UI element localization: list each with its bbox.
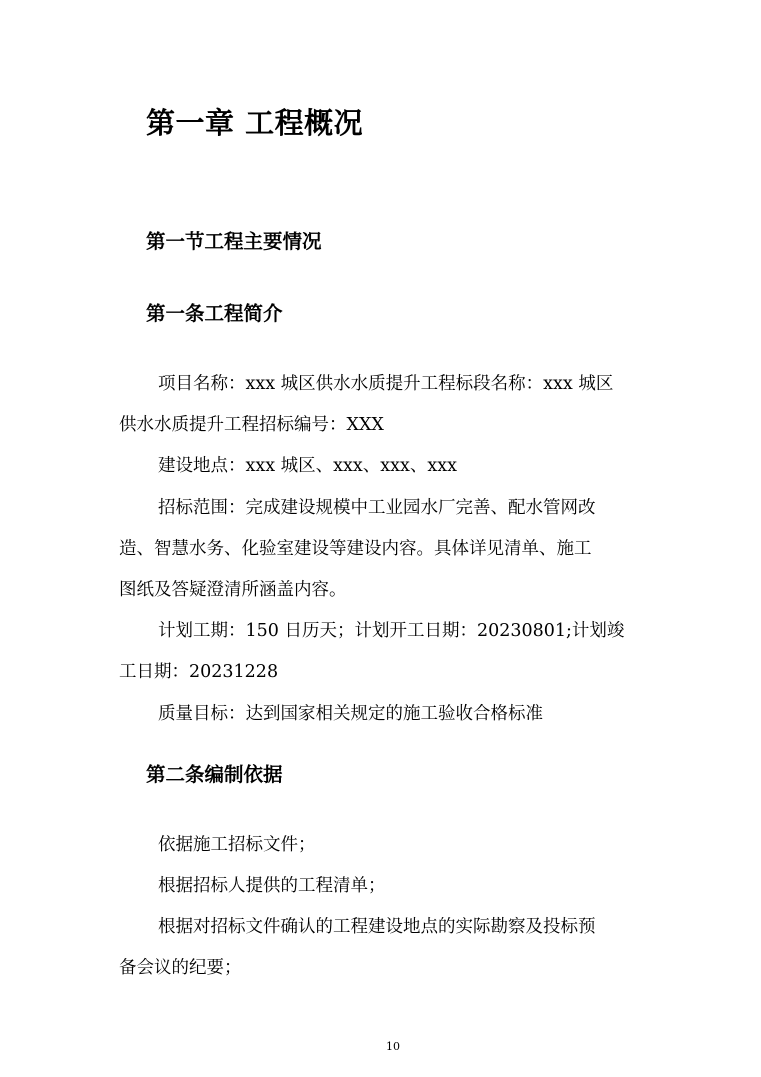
- paragraph-line: 项目名称：xxx 城区供水水质提升工程标段名称：xxx 城区: [158, 374, 614, 394]
- paragraph-line: 供水水质提升工程招标编号：XXX: [119, 415, 384, 435]
- paragraph-line: 图纸及答疑澄清所涵盖内容。: [119, 580, 347, 600]
- paragraph-line: 招标范围：完成建设规模中工业园水厂完善、配水管网改: [158, 498, 596, 518]
- paragraph-line: 工日期：20231228: [119, 662, 279, 682]
- paragraph-line: 根据招标人提供的工程清单；: [158, 876, 386, 896]
- paragraph-line: 计划工期：150 日历天；计划开工日期：20230801;计划竣: [158, 621, 625, 641]
- paragraph-line: 依据施工招标文件；: [158, 835, 316, 855]
- paragraph-line: 造、智慧水务、化验室建设等建设内容。具体详见清单、施工: [119, 539, 592, 559]
- paragraph-line: 根据对招标文件确认的工程建设地点的实际勘察及投标预: [158, 917, 596, 937]
- paragraph-line: 质量目标：达到国家相关规定的施工验收合格标准: [158, 704, 543, 724]
- paragraph-line: 建设地点：xxx 城区、xxx、xxx、xxx: [158, 456, 457, 476]
- article-1-title: 第一条工程简介: [146, 302, 283, 325]
- section-title: 第一节工程主要情况: [146, 230, 322, 253]
- paragraph-line: 备会议的纪要；: [119, 958, 242, 978]
- article-2-title: 第二条编制依据: [146, 763, 283, 786]
- chapter-title: 第一章 工程概况: [146, 106, 364, 140]
- page-number: 10: [386, 1040, 400, 1053]
